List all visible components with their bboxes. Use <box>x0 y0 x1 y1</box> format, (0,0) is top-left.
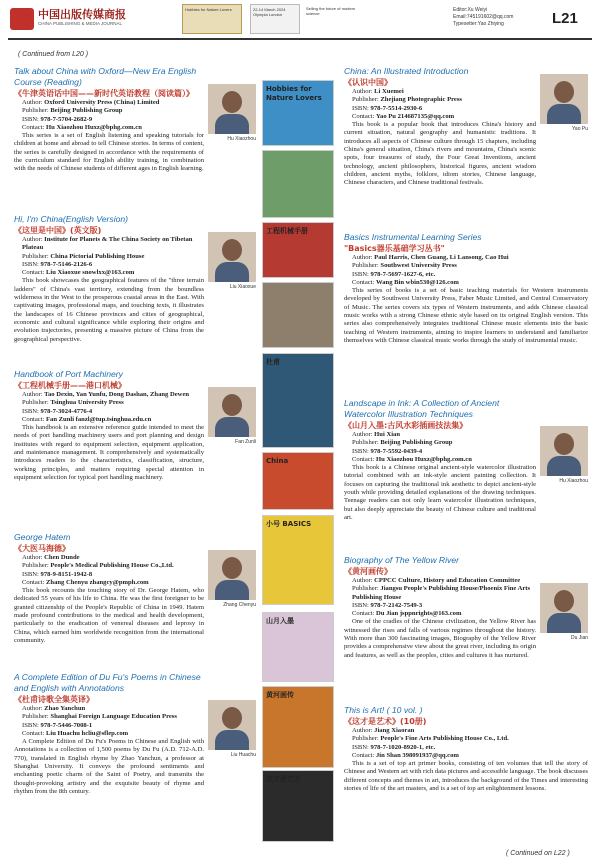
article-body: This book is a Chinese original ancient-style watercolor illustration tutorial combined with an ink-style ancient painting collection. It focuses on capturing the traditional ink aesthetic to depict ancient-style youth while providing detailed explanations of the drawing techniques. Teenage readers can not only learn watercolor illustration techniques, but also deeply appreciate the beauty of Chinese culture and traditional art. <box>344 464 536 521</box>
meta-line: Contact: Yao Pu 214687135@qq.com <box>352 112 455 120</box>
article-title-zh: 《牛津英语话中国——新时代英语教程（阅读篇）》 <box>14 89 194 98</box>
meta-line: ISBN: 978-9-8151-1942-8 <box>22 570 93 578</box>
article-title-zh: 《黄河画传》 <box>344 567 392 576</box>
meta-line: ISBN: 978-7-5704-2682-9 <box>22 115 93 123</box>
article-body: This book showcases the geographical features of the "three terrain ladders" of China's vast territory, extending from the boundless wilderness in the West to the prosperous coastal areas in the East. With captivating images, professional maps, and touching texts, it illustrates the landscapes of 16 Chinese provinces and cities of geographical, economic and cultural significance while exploring their origins and evolution trajectories, presenting a massive picture of China from the geographical perspective. <box>14 277 204 343</box>
meta-line: Contact: Liu Xiaoxue snowlxx@163.com <box>22 269 135 277</box>
meta-line: Author: Paul Harris, Chen Guang, Li Lansong, Cao Hui <box>352 254 509 261</box>
meta-line: ISBN: 978-7-3024-4776-4 <box>22 407 93 415</box>
photo-caption: Du Jian <box>571 635 588 641</box>
article-title-zh: 《这里是中国》(英文版) <box>14 226 102 235</box>
book-cover: 这才是艺术 <box>262 770 334 842</box>
meta-line: Publisher: Southwest University Press <box>352 262 457 270</box>
article-title: This is Art! ( 10 vol. ) <box>344 705 423 715</box>
meta-line: ISBN: 978-7-1020-8920-1, etc. <box>352 743 436 751</box>
meta-line: Publisher: Shanghai Foreign Language Education Press <box>22 713 177 721</box>
article <box>14 369 256 532</box>
meta-line: Publisher: Beijing Publishing Group <box>22 107 123 115</box>
book-cover: 黄河画传 <box>262 686 334 768</box>
book-cover <box>262 282 334 348</box>
meta-line: Publisher: Beijing Publishing Group <box>352 439 453 447</box>
meta-line: ISBN: 978-7-5446-7008-1 <box>22 721 93 729</box>
article-title-zh: 《工程机械手册——港口机械》 <box>14 381 126 390</box>
article-title: China: An Illustrated Introduction <box>344 66 469 76</box>
meta-line: Author: Li Xuemei <box>352 88 404 95</box>
article-title: Handbook of Port Machinery <box>14 369 123 379</box>
meta-line: Author: Oxford University Press (China) Limited <box>22 99 160 106</box>
meta-line: Publisher: People's Medical Publishing House Co.,Ltd. <box>22 562 174 570</box>
article-body: This handbook is an extensive reference guide intended to meet the needs of port handling machinery users and port planning and design institutes with regard to equipment selection, equipment application, and maintenance management. It comprehensively and systematically introduces readers to the characteristics, classification, structure, working principles, and matters requiring special attention in equipment selection for typical port handling machinery. <box>14 424 204 481</box>
meta-line: Publisher: People's Fine Arts Publishing House Co., Ltd. <box>352 735 509 743</box>
article-title: A Complete Edition of Du Fu's Poems in Chinese and English with Annotations <box>14 672 201 693</box>
article <box>344 398 588 555</box>
photo-caption: Liu Xiaoxue <box>229 284 256 290</box>
book-cover: 工程机械手册 <box>262 222 334 278</box>
article-body: This is a set of top art primer books, consisting of ten volumes that tell the story of Chinese and Western art with rich data pictures and accessible language. The book discusses different concepts and themes in art, introduces the background of the Times and interesting stories of life of the art masters, and is a set of top art enlightenment lessons. <box>344 760 588 793</box>
article-title: Hi, I'm China(English Version) <box>14 214 129 224</box>
meta-line: Author: Hui Xian <box>352 431 401 438</box>
article-title: George Hatem <box>14 532 71 542</box>
article-title-zh: 《认识中国》 <box>344 78 392 87</box>
continued-from: ( Continued from L20 ) <box>18 51 89 58</box>
banner-science: Selling the future of modern science <box>304 4 370 34</box>
meta-line: Contact: Zhang Chenyu zhangcy@pmph.com <box>22 578 149 586</box>
logo-title-zh: 中国出版传媒商报 <box>38 8 126 21</box>
banner-hobbies: Hobbies for Nature Lovers <box>182 4 242 34</box>
meta-line: Contact: Liu Huachu hcliu@sflep.com <box>22 729 129 737</box>
meta-line: Contact: Fan Zunli fanzl@tup.tsinghua.edu.cn <box>22 415 152 423</box>
meta-line: Contact: Du Jian jsppnrights@163.com <box>352 610 462 618</box>
book-cover: 山月入墨 <box>262 612 334 682</box>
article-body: This book recounts the touching story of Dr. George Hatem, who dedicated 55 years of his life to China. He was the first foreigner to be granted citizenship of the People's Republic of China in 1949. Hatem made profound contributions to the medical and health development, particularly to the eradication of venereal diseases and leprosy in China, which earned him worldwide recognition from the international community. <box>14 587 204 644</box>
photo-caption: Hu Xiaozhou <box>227 136 256 142</box>
article-body: A Complete Edition of Du Fu's Poems in Chinese and English with Annotations is a collection of 1,500 poems by Du Fu (A.D. 712-A.D. 770), translated in English rhyme by Zhao Yanchun, a professor at Shanghai University. It conveys the profound sentiments and enchanting poetic charm of the Saint of Poetry, and transmits the thought-provoking artistry and the exquisite beauty of rhyme and rhythm from the 8th century. <box>14 738 204 795</box>
meta-line: ISBN: 978-7-2142-7549-3 <box>352 601 423 609</box>
article <box>344 66 588 232</box>
editor-email: Email:745191602@qq.com <box>453 14 514 20</box>
article-title: Landscape in Ink: A Collection of Ancient Watercolor Illustration Techniques <box>344 398 500 419</box>
meta-line: Author: Tao Dexin, Yan Yunfu, Dong Dashan, Zhang Dewen <box>22 391 190 398</box>
meta-line: ISBN: 978-7-5514-2930-6 <box>352 104 423 112</box>
article-title-zh: 《杜甫诗歌全集英译》 <box>14 695 94 704</box>
meta-line: Author: Zhao Yanchun <box>22 705 86 712</box>
meta-line: Publisher: Jiangsu People's Publishing House/Phoenix Fine Arts Publishing House <box>352 585 531 601</box>
editor-info <box>453 7 513 28</box>
meta-line: Publisher: China Pictorial Publishing House <box>22 252 145 260</box>
meta-line: Author: Institute for Planets & The China Society on Tibetan Plateau <box>22 236 193 252</box>
article <box>344 232 588 398</box>
meta-line: Contact: Hu Xiaozhou Huxz@bphg.com.cn <box>352 455 472 463</box>
meta-line: Contact: Jin Shan 398091937@qq.com <box>352 751 459 759</box>
article-title-zh: 《这才是艺术》(10册) <box>344 717 427 726</box>
photo-caption: Liu Huachu <box>230 752 256 758</box>
left-column <box>14 66 256 862</box>
right-column <box>344 66 588 815</box>
book-cover <box>262 150 334 218</box>
meta-line: ISBN: 978-7-5592-0439-4 <box>352 447 423 455</box>
photo-caption: Yao Pu <box>571 126 588 132</box>
article <box>14 214 256 369</box>
meta-line: Author: CPPCC Culture, History and Education Committee <box>352 577 521 584</box>
article-body: One of the cradles of the Chinese civilization, the Yellow River has witnessed the rises and falls of various regimes throughout the history. With more than 300 fascinating images, Biography of the Yellow River provides a comprehensive view about the great river, including its origin and features, as well as the peoples, cities and cultures it has nurtured. <box>344 618 536 659</box>
banner-london: 22-14 March 2024 Olympia London <box>250 4 300 34</box>
article-body: This book is a popular book that introduces China's history and current situation, natural geography and humanistic traditions. It introduces all aspects of Chinese culture through 15 chapters, including China's general situation, China's rivers and mountains, China's scenic spots, four treasures of study, the Four Great Inventions, ancient technology, ancient philosophers, historical figures, ancient wisdom children, ancient myths, folklore, idiom stories, Chinese language, Chinese characters, and Chinese traditional festivals. <box>344 121 536 187</box>
header-rule <box>8 38 592 40</box>
meta-line: Publisher: Zhejiang Photographic Press <box>352 96 462 104</box>
meta-line: Publisher: Tsinghua University Press <box>22 399 124 407</box>
book-cover: 小号 BASICS <box>262 515 334 605</box>
article <box>14 66 256 214</box>
article-title-zh: "Basics器乐基础学习丛书" <box>344 244 445 253</box>
meta-line: Contact: Wang Bin wbin530@126.com <box>352 278 459 286</box>
photo-caption: Zhang Chenyu <box>223 602 256 608</box>
logo-title-en: CHINA PUBLISHING & MEDIA JOURNAL <box>38 21 123 26</box>
article-body: This series is a set of English listening and speaking tutorials for children at home and abroad to tell Chinese stories. In terms of content, the series is carefully designed in accordance with the requirements of the curriculum standard for English ability training, in combination with the needs of Chinese students of different ages in English learning. <box>14 132 204 173</box>
meta-line: Contact: Hu Xiaozhou Huxz@bphg.com.cn <box>22 123 142 131</box>
article <box>14 532 256 672</box>
book-cover: Hobbies for Nature Lovers <box>262 80 334 146</box>
meta-line: Author: Jiang Xiaoran <box>352 727 415 734</box>
meta-line: Author: Chen Dunde <box>22 554 80 561</box>
article-title-zh: 《山月入墨:古风水彩插画技法集》 <box>344 421 468 430</box>
article <box>344 705 588 815</box>
book-cover: 杜甫 <box>262 353 334 448</box>
article <box>344 555 588 705</box>
photo-caption: Fan Zunli <box>235 439 256 445</box>
article-title-zh: 《大医马海德》 <box>14 544 70 553</box>
article-title: Basics Instrumental Learning Series <box>344 232 482 242</box>
page-number: L21 <box>552 10 578 27</box>
continued-on: ( Continued on L22 ) <box>506 850 570 857</box>
meta-line: ISBN: 978-7-5146-2126-6 <box>22 260 93 268</box>
meta-line: ISBN: 978-7-5697-1627-6, etc. <box>352 270 436 278</box>
publication-logo-icon <box>10 8 34 30</box>
article-title: Talk about China with Oxford—New Era English Course (Reading) <box>14 66 197 87</box>
editor-name: Editor:Xu Weiyi <box>453 7 488 13</box>
article <box>14 672 256 862</box>
typesetter: Typesetter:Yao Zhiying <box>453 21 504 27</box>
article-title: Biography of The Yellow River <box>344 555 459 565</box>
masthead <box>0 0 600 46</box>
photo-caption: Hu Xiaozhou <box>559 478 588 484</box>
article-body: This series of books is a set of basic teaching materials for Western instruments developed by Southwest University Press, Faber Music Limited, and Central Conservatory of Music. The series covers six types of Western instruments, and adds Chinese classical music works with a strong Chinese ethnic style based on its original English version. This series also comprehensively integrates traditional Chinese music elements into the basic teaching of Western instruments, aiming to inspire learners to understand and familiarize themselves with Chinese classical music works through the study of instrumental music. <box>344 287 588 344</box>
book-cover: China <box>262 452 334 510</box>
